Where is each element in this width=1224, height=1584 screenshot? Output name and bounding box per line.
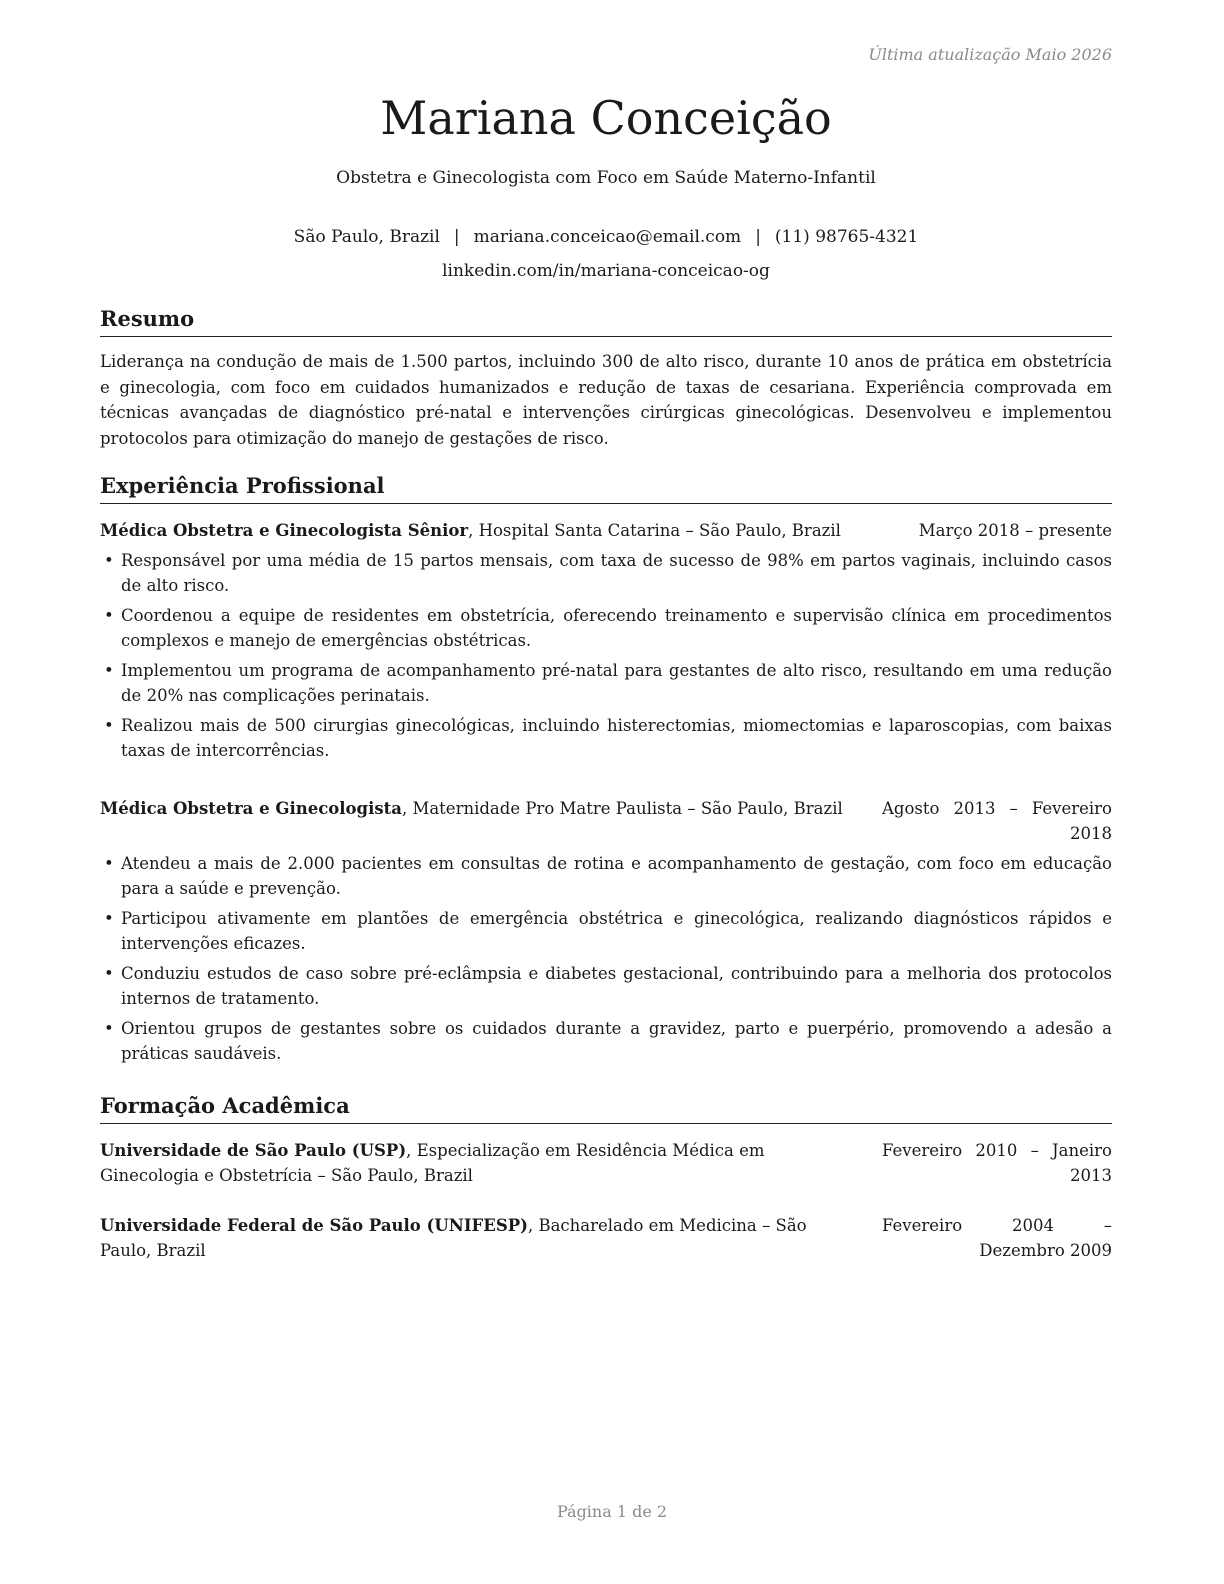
list-item: • Orientou grupos de gestantes sobre os cuidados durante a gravidez, parto e puerpério, promovendo a adesão a práticas saudáveis. [100,1016,1112,1067]
list-item: • Realizou mais de 500 cirurgias ginecológicas, incluindo histerectomias, miomectomias e laparoscopias, com baixas taxas de intercorrências. [100,713,1112,764]
job-entry [100,796,1112,1067]
education-entry [100,1138,1112,1189]
job-dates: Março 2018 – presente [918,521,1112,540]
job-role: Médica Obstetra e Ginecologista [100,798,402,818]
resume-page [100,0,1112,1584]
bullet-icon: • [104,853,114,873]
summary-text: Liderança na condução de mais de 1.500 partos, incluindo 300 de alto risco, durante 10 anos de prática em obstetrícia e ginecologia, com foco em cuidados humanizados e redução de taxas de cesariana. Experiência comprovada em técnicas avançadas de diagnóstico pré-natal e intervenções cirúrgicas ginecológicas. Desenvolveu e implementou protocolos para otimização do manejo de gestações de risco. [100,352,1112,448]
job-dates: Agosto 2013 – Fevereiro 2018 [882,798,1112,843]
job-org: , Hospital Santa Catarina – São Paulo, Brazil [468,521,841,540]
section-title-experience: Experiência Profissional [100,471,1112,504]
bullet-icon: • [104,908,114,928]
list-item: • Coordenou a equipe de residentes em obstetrícia, oferecendo treinamento e supervisão clínica em procedimentos complexos e manejo de emergências obstétricas. [100,603,1112,654]
candidate-name: Mariana Conceição [380,91,832,145]
linkedin-link[interactable]: linkedin.com/in/mariana-conceicao-og [442,261,770,281]
education-line [100,1213,852,1264]
degree-detail: , Especialização em Residência Médica em Ginecologia e Obstetrícia – São Paulo, Brazil [100,1140,765,1185]
bullet-icon: • [104,605,114,625]
resume-body [100,304,1112,1264]
job-org: , Maternidade Pro Matre Paulista – São Paulo, Brazil [401,798,843,818]
email-link[interactable]: mariana.conceicao@email.com [473,227,742,247]
degree-detail: , Bacharelado em Medicina – São Paulo, Brazil [100,1215,807,1260]
contact-line-1 [100,220,1112,254]
job-title-line [100,518,889,544]
experience-section [100,471,1112,1067]
contact-info [100,220,1112,288]
summary-section [100,304,1112,451]
education-line [100,1138,852,1189]
list-item: • Implementou um programa de acompanhamento pré-natal para gestantes de alto risco, resultando em uma redução de 20% nas complicações perinatais. [100,658,1112,709]
education-dates: Fevereiro 2010 – Janeiro 2013 [882,1140,1112,1185]
bullet-icon: • [104,1018,114,1038]
education-entry [100,1213,1112,1264]
location: São Paulo, Brazil [293,227,440,247]
section-title-summary: Resumo [100,304,1112,337]
list-item: • Responsável por uma média de 15 partos mensais, com taxa de sucesso de 98% em partos vaginais, incluindo casos de alto risco. [100,548,1112,599]
job-header [100,518,1112,544]
education-section [100,1091,1112,1264]
bullet-icon: • [104,963,114,983]
list-item: • Atendeu a mais de 2.000 pacientes em consultas de rotina e acompanhamento de gestação, com foco em educação para a saúde e prevenção. [100,851,1112,902]
list-item: • Conduziu estudos de caso sobre pré-eclâmpsia e diabetes gestacional, contribuindo para a melhoria dos protocolos internos de tratamento. [100,961,1112,1012]
last-updated: Última atualização Maio 2026 [868,45,1112,64]
education-dates: Fevereiro 2004 – Dezembro 2009 [882,1215,1112,1260]
phone-number: (11) 98765-4321 [774,227,919,247]
job-role: Médica Obstetra e Ginecologista Sênior [100,521,469,540]
job-bullets [100,548,1112,764]
job-bullets [100,851,1112,1067]
list-item: • Participou ativamente em plantões de emergência obstétrica e ginecológica, realizando diagnósticos rápidos e intervenções eficazes. [100,906,1112,957]
job-header [100,796,1112,847]
contact-line-2 [100,254,1112,288]
job-title-line [100,796,852,822]
bullet-icon: • [104,715,114,735]
section-title-education: Formação Acadêmica [100,1091,1112,1124]
headline: Obstetra e Ginecologista com Foco em Saúde Materno-Infantil [336,168,876,188]
separator: | [453,227,460,247]
page-number: Página 1 de 2 [556,1502,668,1521]
bullet-icon: • [104,550,114,570]
separator: | [755,227,761,247]
bullet-icon: • [104,660,114,680]
job-entry [100,518,1112,764]
school-name: Universidade Federal de São Paulo (UNIFESP) [100,1215,528,1235]
school-name: Universidade de São Paulo (USP) [100,1140,407,1160]
